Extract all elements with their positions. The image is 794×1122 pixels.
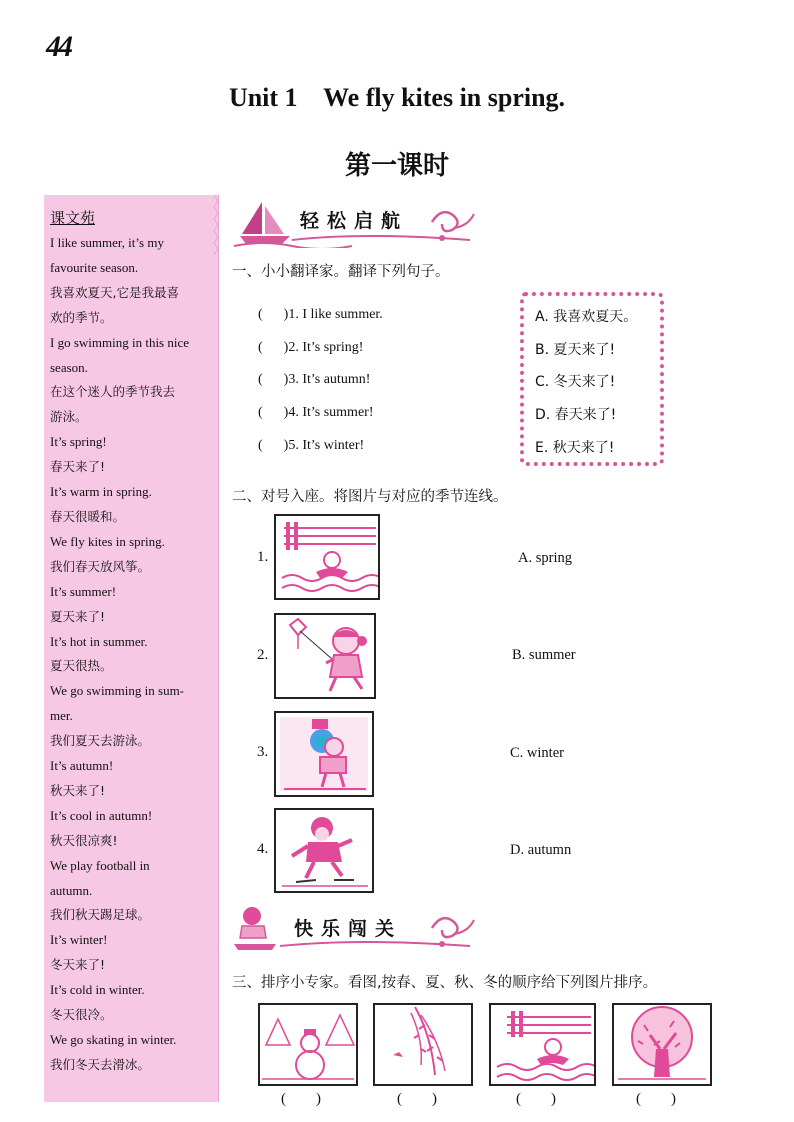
willow-branch-icon	[375, 1005, 471, 1084]
sidebar-line: 我喜欢夏天,它是我最喜	[50, 284, 179, 300]
sidebar-heading: 课文苑	[50, 209, 96, 227]
q1-option-d: D. 春天来了!	[535, 407, 617, 423]
sidebar-line: 夏天很热。	[50, 658, 113, 674]
q1-option-a: A. 我喜欢夏天。	[535, 309, 638, 325]
order-blank-4[interactable]: ( )	[636, 1091, 676, 1107]
swimming-picture-2	[489, 1003, 596, 1086]
sidebar-line: It’s summer!	[50, 583, 117, 599]
q1-option-e: E. 秋天来了!	[535, 440, 615, 456]
football-boy-icon	[276, 713, 372, 795]
sidebar-line: 游泳。	[50, 409, 88, 425]
sidebar-line: 我们春天放风筝。	[50, 558, 151, 574]
sidebar-line: It’s spring!	[50, 434, 107, 450]
skater-icon	[276, 810, 372, 891]
q1-row-1: ( )1. I like summer.	[258, 307, 383, 322]
unit-title: Unit 1 We fly kites in spring.	[228, 83, 566, 112]
page-number: 44	[46, 30, 70, 63]
sidebar-panel	[44, 195, 219, 1102]
tree-icon	[614, 1005, 710, 1084]
season-option-d: D. autumn	[510, 842, 572, 858]
skating-picture	[274, 808, 374, 893]
sidebar-line: autumn.	[50, 882, 93, 898]
season-option-a: A. spring	[518, 550, 572, 566]
sidebar-line: We play football in	[50, 857, 150, 873]
sidebar-line: 春天很暖和。	[50, 508, 126, 524]
q1-option-b: B. 夏天来了!	[535, 342, 616, 358]
sidebar-line: 欢的季节。	[50, 309, 113, 325]
sidebar-line: 秋天来了!	[50, 782, 106, 798]
q1-row-2: ( )2. It’s spring!	[258, 340, 364, 355]
swimming-picture	[274, 514, 380, 600]
kid-on-skateboard-icon	[234, 907, 276, 950]
willow-picture	[373, 1003, 473, 1086]
sidebar-line: 在这个迷人的季节我去	[50, 384, 176, 400]
sidebar-line: It’s warm in spring.	[50, 484, 152, 500]
kite-flying-picture	[274, 613, 376, 699]
sidebar-line: 我们夏天去游泳。	[50, 733, 151, 749]
lesson-title: 第一课时	[344, 151, 449, 181]
sidebar-text	[50, 207, 214, 1078]
sidebar-line: It’s autumn!	[50, 758, 114, 774]
sidebar-line: We fly kites in spring.	[50, 533, 165, 549]
sidebar-line: 春天来了!	[50, 459, 106, 475]
sidebar-line: It’s cool in autumn!	[50, 807, 153, 823]
q2-number-4: 4.	[257, 841, 269, 857]
order-blank-3[interactable]: ( )	[516, 1091, 556, 1107]
q1-row-4: ( )4. It’s summer!	[258, 405, 374, 420]
q2-number-2: 2.	[257, 647, 269, 663]
sidebar-line: 夏天来了!	[50, 608, 106, 624]
sidebar-line: We go skating in winter.	[50, 1032, 177, 1047]
banner-title-2: 快乐闯关	[294, 918, 403, 940]
q2-number-1: 1.	[257, 549, 269, 565]
sidebar-line: It’s hot in summer.	[50, 633, 148, 649]
sidebar-line: 冬天来了!	[50, 957, 106, 973]
sidebar-line: I go swimming in this nice	[50, 334, 190, 350]
sidebar-line: favourite season.	[50, 259, 139, 275]
order-blank-2[interactable]: ( )	[397, 1091, 437, 1107]
sidebar-line: 我们秋天踢足球。	[50, 907, 151, 923]
season-option-b: B. summer	[512, 647, 576, 663]
q1-option-c: C. 冬天来了!	[535, 374, 616, 390]
q2-number-3: 3.	[257, 744, 269, 760]
q1-row-5: ( )5. It’s winter!	[258, 438, 365, 453]
sidebar-line: I like summer, it’s my	[50, 235, 164, 250]
football-picture	[274, 711, 374, 797]
swimmer-icon	[491, 1005, 594, 1084]
snowman-icon	[260, 1005, 356, 1084]
q1-row-3: ( )3. It’s autumn!	[258, 372, 371, 387]
snowman-picture	[258, 1003, 358, 1086]
sidebar-line: season.	[50, 359, 88, 375]
sidebar-line: It’s cold in winter.	[50, 982, 145, 998]
swimmer-icon	[276, 516, 378, 598]
kite-girl-icon	[276, 615, 374, 697]
sidebar-line: We go swimming in sum-	[50, 683, 185, 699]
banner-title-1: 轻松启航	[300, 210, 409, 232]
sidebar-line: It’s winter!	[50, 932, 108, 948]
sidebar-line: 秋天很凉爽!	[50, 832, 118, 848]
sidebar-line: 我们冬天去滑冰。	[50, 1056, 151, 1072]
question-1-title: 一、小小翻译家。翻译下列句子。	[232, 264, 450, 280]
autumn-tree-picture	[612, 1003, 712, 1086]
order-blank-1[interactable]: ( )	[281, 1091, 321, 1107]
sidebar-line: mer.	[50, 708, 73, 724]
question-3-title: 三、排序小专家。看图,按春、夏、秋、冬的顺序给下列图片排序。	[232, 975, 658, 991]
sidebar-line: 冬天很冷。	[50, 1007, 113, 1023]
season-option-c: C. winter	[510, 745, 564, 761]
question-2-title: 二、对号入座。将图片与对应的季节连线。	[232, 489, 508, 505]
